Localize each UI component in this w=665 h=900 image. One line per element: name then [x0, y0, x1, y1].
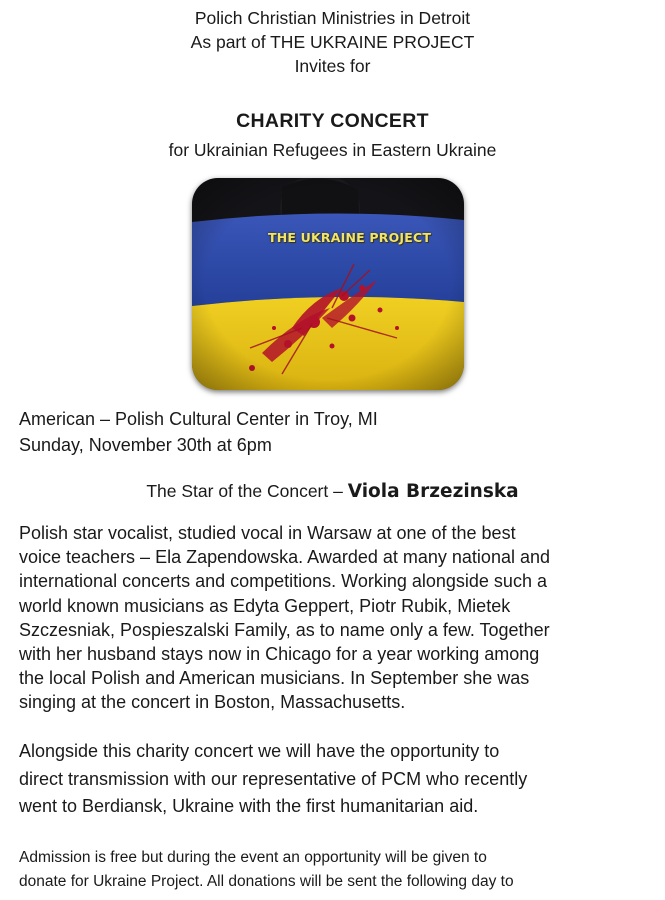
venue-details: [19, 406, 378, 458]
star-name: Viola Brzezinska: [347, 481, 519, 502]
bio-line: world known musicians as Edyta Geppert, Piotr Rubik, Mietek: [19, 595, 511, 616]
invites-line: Invites for: [294, 56, 371, 76]
bio-line: international concerts and competitions. Working alongside such a: [19, 571, 547, 592]
aside-line: Alongside this charity concert we will have the opportunity to: [19, 741, 500, 761]
poster-artwork: [192, 178, 464, 390]
ukraine-project-poster: [192, 178, 464, 390]
event-title: CHARITY CONCERT: [236, 110, 429, 132]
aside-line: direct transmission with our representative of PCM who recently: [19, 768, 528, 789]
poster-label: THE UKRAINE PROJECT: [268, 230, 432, 245]
venue-location: American – Polish Cultural Center in Troy, MI: [19, 409, 378, 429]
star-prefix: The Star of the Concert –: [146, 481, 343, 501]
header: [0, 6, 665, 78]
event-subtitle: for Ukrainian Refugees in Eastern Ukraine: [168, 140, 497, 160]
venue-datetime: Sunday, November 30th at 6pm: [19, 435, 272, 455]
bio-line: with her husband stays now in Chicago for a year working among: [19, 644, 540, 665]
bio-line: voice teachers – Ela Zapendowska. Awarded at many national and: [19, 547, 550, 568]
aside-line: went to Berdiansk, Ukraine with the first humanitarian aid.: [19, 796, 479, 816]
admission-line: Admission is free but during the event an opportunity will be given to: [19, 849, 487, 866]
organizer-line: Polich Christian Ministries in Detroit: [194, 8, 471, 28]
star-line: [0, 478, 665, 505]
bio-line: Szczesniak, Pospieszalski Family, as to name only a few. Together: [19, 619, 550, 640]
bio-line: the local Polish and American musicians. In September she was: [19, 668, 530, 689]
star-bio: [19, 521, 649, 715]
bio-line: singing at the concert in Boston, Massachusetts.: [19, 692, 406, 713]
bio-line: Polish star vocalist, studied vocal in Warsaw at one of the best: [19, 523, 516, 543]
transmission-paragraph: [19, 738, 649, 821]
admission-paragraph: [19, 846, 649, 894]
project-line: As part of THE UKRAINE PROJECT: [190, 32, 475, 52]
admission-line: donate for Ukraine Project. All donations will be sent the following day to: [19, 873, 514, 890]
